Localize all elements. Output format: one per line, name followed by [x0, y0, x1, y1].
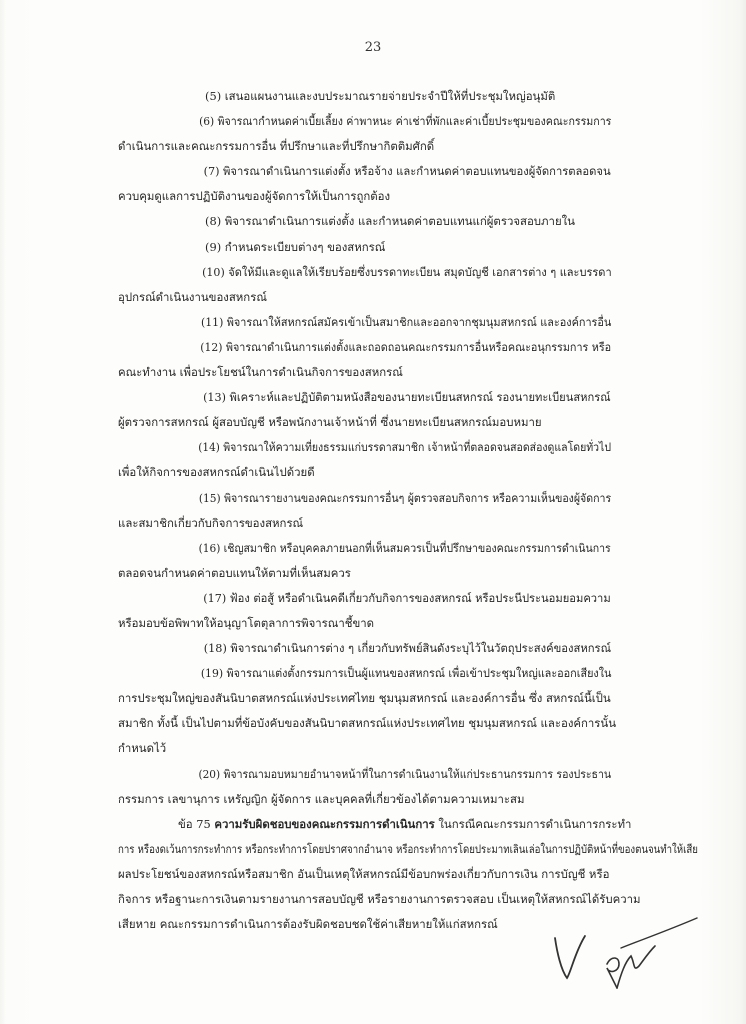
page-number: 23 [364, 40, 382, 55]
text-line: การประชุมใหญ่ของสันนิบาตสหกรณ์แห่งประเทศไทย ชุมนุมสหกรณ์ และองค์การอื่น ซึ่ง สหกรณ์นี้เป็น [118, 691, 611, 706]
text-line: (19) พิจารณาแต่งตั้งกรรมการเป็นผู้แทนของสหกรณ์ เพื่อเข้าประชุมใหญ่และออกเสียงใน [200, 666, 612, 681]
list-item [118, 586, 698, 636]
text-line: (9) กำหนดระเบียบต่างๆ ของสหกรณ์ [205, 239, 386, 254]
text-line: หรือมอบข้อพิพาทให้อนุญาโตตุลาการพิจารณาชี้ขาด [118, 615, 375, 630]
list-item [118, 435, 698, 485]
text-line: (14) พิจารณาให้ความเที่ยงธรรมแก่บรรดาสมาชิก เจ้าหน้าที่ตลอดจนสอดส่องดูแลโดยทั่วไป [198, 440, 612, 455]
list-item [118, 536, 698, 586]
article-first-line [118, 812, 698, 837]
text-line: ผู้ตรวจการสหกรณ์ ผู้สอบบัญชี หรือพนักงานเจ้าหน้าที่ ซึ่งนายทะเบียนสหกรณ์มอบหมาย [118, 415, 542, 430]
list-item [118, 661, 698, 761]
text-line: ควบคุมดูแลการปฏิบัติงานของผู้จัดการให้เป็นการถูกต้อง [118, 189, 391, 204]
text-line: กรรมการ เลขานุการ เหรัญญิก ผู้จัดการ และบุคคลที่เกี่ยวข้องได้ตามความเหมาะสม [118, 791, 525, 806]
list-item [118, 159, 698, 209]
text-line: อุปกรณ์ดำเนินงานของสหกรณ์ [118, 289, 267, 304]
handwritten-signature [545, 912, 705, 992]
text-line: ผลประโยชน์ของสหกรณ์หรือสมาชิก อันเป็นเหตุให้สหกรณ์มีข้อบกพร่องเกี่ยวกับการเงิน การบัญชี หรือ [118, 866, 610, 881]
list-item [118, 235, 698, 260]
text-line: (20) พิจารณามอบหมายอำนาจหน้าที่ในการดำเนินงานให้แก่ประธานกรรมการ รองประธาน [198, 766, 612, 781]
text-line: (13) พิเคราะห์และปฏิบัติตามหนังสือของนายทะเบียนสหกรณ์ รองนายทะเบียนสหกรณ์ [203, 390, 611, 405]
list-item [118, 310, 698, 335]
text-line: (12) พิจารณาดำเนินการแต่งตั้งและถอดถอนคณะกรรมการอื่นหรือคณะอนุกรรมการ หรือ [200, 339, 612, 354]
list-item [118, 762, 698, 812]
text-line: (17) ฟ้อง ต่อสู้ หรือดำเนินคดีเกี่ยวกับกิจการของสหกรณ์ หรือประนีประนอมยอมความ [203, 590, 611, 605]
text-line: เสียหาย คณะกรรมการดำเนินการต้องรับผิดชอบชดใช้ค่าเสียหายให้แก่สหกรณ์ [118, 917, 498, 932]
text-line: (15) พิจารณารายงานของคณะกรรมการอื่นๆ ผู้ตรวจสอบกิจการ หรือความเห็นของผู้จัดการ [198, 490, 612, 505]
text-line: (10) จัดให้มีและดูแลให้เรียบร้อยซึ่งบรรดาทะเบียน สมุดบัญชี เอกสารต่าง ๆ และบรรดา [202, 264, 612, 279]
text-line: การ หรืองดเว้นการกระทำการ หรือกระทำการโดยปราศจากอำนาจ หรือกระทำการโดยประมาทเลินเล่อในการปฏิบัติหน้าที่ของตนจนทำให้เสีย [118, 841, 698, 856]
text-line: (7) พิจารณาดำเนินการแต่งตั้ง หรือจ้าง และกำหนดค่าตอบแทนของผู้จัดการตลอดจน [203, 164, 611, 179]
list-item [118, 335, 698, 385]
text-line: คณะทำงาน เพื่อประโยชน์ในการดำเนินกิจการของสหกรณ์ [118, 365, 403, 380]
text-line: เพื่อให้กิจการของสหกรณ์ดำเนินไปด้วยดี [118, 465, 315, 480]
text-line: (6) พิจารณากำหนดค่าเบี้ยเลี้ยง ค่าพาหนะ ค่าเช่าที่พักและค่าเบี้ยประชุมของคณะกรรมการ [199, 114, 612, 129]
text-line: (16) เชิญสมาชิก หรือบุคคลภายนอกที่เห็นสมควรเป็นที่ปรึกษาของคณะกรรมการดำเนินการ [198, 540, 611, 555]
article-first-line-rest: ในกรณีคณะกรรมการดำเนินการกระทำ [438, 816, 632, 831]
text-line: (5) เสนอแผนงานและงบประมาณรายจ่ายประจำปีให้ที่ประชุมใหญ่อนุมัติ [205, 89, 556, 103]
text-line: ตลอดจนกำหนดค่าตอบแทนให้ตามที่เห็นสมควร [118, 565, 351, 580]
text-line: สมาชิก ทั้งนี้ เป็นไปตามที่ข้อบังคับของสันนิบาตสหกรณ์แห่งประเทศไทย ชุมนุมสหกรณ์ และองค์การนั้น [118, 716, 617, 731]
text-line: (8) พิจารณาดำเนินการแต่งตั้ง และกำหนดค่าตอบแทนแก่ผู้ตรวจสอบภายใน [205, 214, 575, 229]
text-line: กำหนดไว้ [118, 741, 167, 756]
list-item [118, 109, 698, 159]
list-item [118, 385, 698, 435]
text-line: (18) พิจารณาดำเนินการต่าง ๆ เกี่ยวกับทรัพย์สินดังระบุไว้ในวัตถุประสงค์ของสหกรณ์ [203, 641, 612, 656]
text-line: และสมาชิกเกี่ยวกับกิจการของสหกรณ์ [118, 515, 304, 530]
list-item [118, 209, 698, 234]
list-item [118, 636, 698, 661]
article-heading: ความรับผิดชอบของคณะกรรมการดำเนินการ [214, 816, 435, 831]
list-item [118, 486, 698, 536]
article-number: ข้อ 75 [178, 816, 211, 831]
text-line: ดำเนินการและคณะกรรมการอื่น ที่ปรึกษาและที่ปรึกษากิตติมศักดิ์ [118, 139, 435, 154]
list-item [118, 84, 698, 109]
text-line: (11) พิจารณาให้สหกรณ์สมัครเข้าเป็นสมาชิกและออกจากชุมนุมสหกรณ์ และองค์การอื่น [200, 314, 612, 329]
list-item [118, 260, 698, 310]
text-line: กิจการ หรือฐานะการเงินตามรายงานการสอบบัญชี หรือรายงานการตรวจสอบ เป็นเหตุให้สหกรณ์ได้รับความ [118, 892, 641, 906]
document-body [118, 84, 698, 937]
